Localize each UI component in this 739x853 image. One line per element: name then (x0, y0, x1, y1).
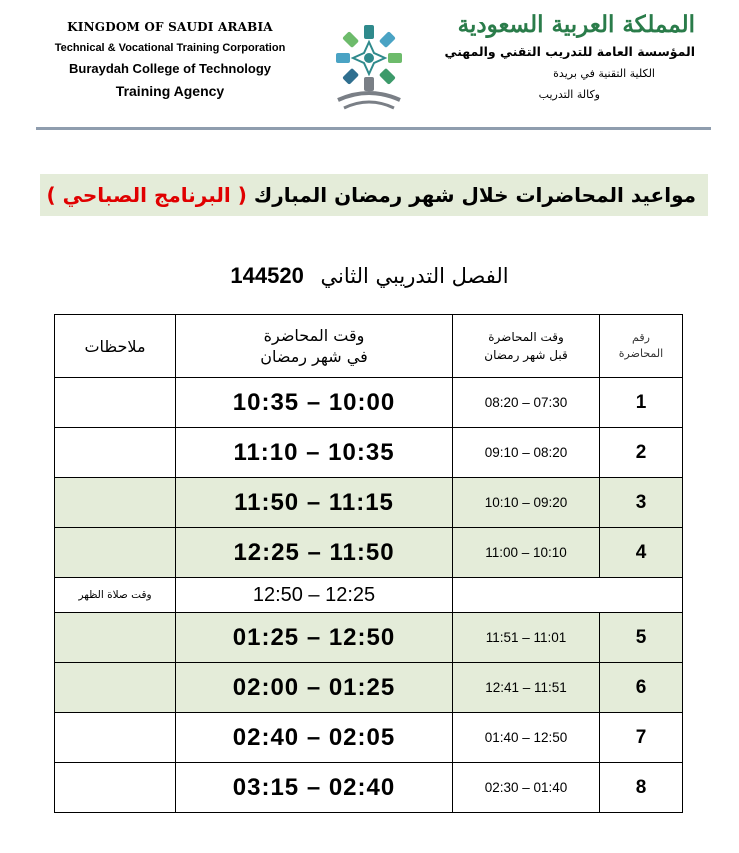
header-lecture-number (600, 315, 683, 378)
table-row (55, 428, 683, 478)
row-ramadan-time: 03:15 – 02:40 (176, 763, 453, 813)
header-number-line1: رقم (632, 331, 650, 344)
header-ramadan-line1: وقت المحاضرة (263, 326, 365, 345)
row-ramadan-time: 10:35 – 10:00 (176, 378, 453, 428)
schedule-table (54, 314, 683, 813)
row-note (55, 428, 176, 478)
row-number: 5 (600, 613, 683, 663)
header-before-line2: قبل شهر رمضان (484, 348, 568, 362)
row-number: 8 (600, 763, 683, 813)
row-before-time: 10:10 – 09:20 (453, 478, 600, 528)
row-before-time: 08:20 – 07:30 (453, 378, 600, 428)
row-number: 7 (600, 713, 683, 763)
row-before-time: 02:30 – 01:40 (453, 763, 600, 813)
row-ramadan-time: 01:25 – 12:50 (176, 613, 453, 663)
table-row (55, 663, 683, 713)
table-row (55, 528, 683, 578)
row-before-time: 11:51 – 11:01 (453, 613, 600, 663)
prayer-empty-cell (453, 578, 683, 613)
header-number-line2: المحاضرة (618, 347, 664, 360)
row-before-time: 11:00 – 10:10 (453, 528, 600, 578)
row-ramadan-time: 12:25 – 11:50 (176, 528, 453, 578)
header-arabic (435, 10, 695, 101)
row-ramadan-time: 02:40 – 02:05 (176, 713, 453, 763)
prayer-note: وقت صلاة الظهر (55, 578, 176, 613)
row-note (55, 763, 176, 813)
kingdom-label: KINGDOM OF SAUDI ARABIA (67, 20, 273, 34)
row-note (55, 378, 176, 428)
prayer-row (55, 578, 683, 613)
row-note (55, 663, 176, 713)
table-row (55, 478, 683, 528)
table-row (55, 613, 683, 663)
row-number: 1 (600, 378, 683, 428)
prayer-time: 12:50 – 12:25 (176, 578, 453, 613)
row-before-time: 01:40 – 12:50 (453, 713, 600, 763)
header-before-time (453, 315, 600, 378)
header-before-line1: وقت المحاضرة (488, 330, 564, 344)
title-program: ( البرنامج الصباحي ) (46, 183, 247, 207)
row-number: 3 (600, 478, 683, 528)
term-number: 144520 (230, 263, 304, 288)
row-note (55, 713, 176, 763)
table-header-row (55, 315, 683, 378)
row-before-time: 09:10 – 08:20 (453, 428, 600, 478)
row-note (55, 478, 176, 528)
agency-arabic-label: وكالة التدريب (538, 88, 600, 101)
agency-label: Training Agency (115, 83, 225, 99)
corporation-arabic-label: المؤسسة العامة للتدريب التقني والمهني (444, 44, 695, 59)
row-number: 6 (600, 663, 683, 713)
row-ramadan-time: 02:00 – 01:25 (176, 663, 453, 713)
header-ramadan-line2: في شهر رمضان (260, 347, 368, 366)
row-ramadan-time: 11:50 – 11:15 (176, 478, 453, 528)
header-notes: ملاحظات (55, 315, 176, 378)
college-arabic-label: الكلية التقنية في بريدة (553, 67, 655, 80)
row-before-time: 12:41 – 11:51 (453, 663, 600, 713)
college-label: Buraydah College of Technology (68, 61, 271, 76)
term-heading (0, 262, 739, 290)
header-english (40, 14, 300, 99)
corporation-label: Technical & Vocational Training Corporation (54, 42, 286, 54)
term-label: الفصل التدريبي الثاني (320, 264, 509, 288)
row-note (55, 528, 176, 578)
table-row (55, 713, 683, 763)
row-number: 2 (600, 428, 683, 478)
header-ramadan-time (176, 315, 453, 378)
tvtc-logo-icon (328, 22, 410, 114)
table-row (55, 378, 683, 428)
kingdom-arabic-label: المملكة العربية السعودية (457, 11, 695, 38)
header-divider (36, 127, 711, 130)
title-main: مواعيد المحاضرات خلال شهر رمضان المبارك (253, 183, 696, 207)
row-number: 4 (600, 528, 683, 578)
row-ramadan-time: 11:10 – 10:35 (176, 428, 453, 478)
table-row (55, 763, 683, 813)
row-note (55, 613, 176, 663)
page-title (40, 174, 708, 216)
